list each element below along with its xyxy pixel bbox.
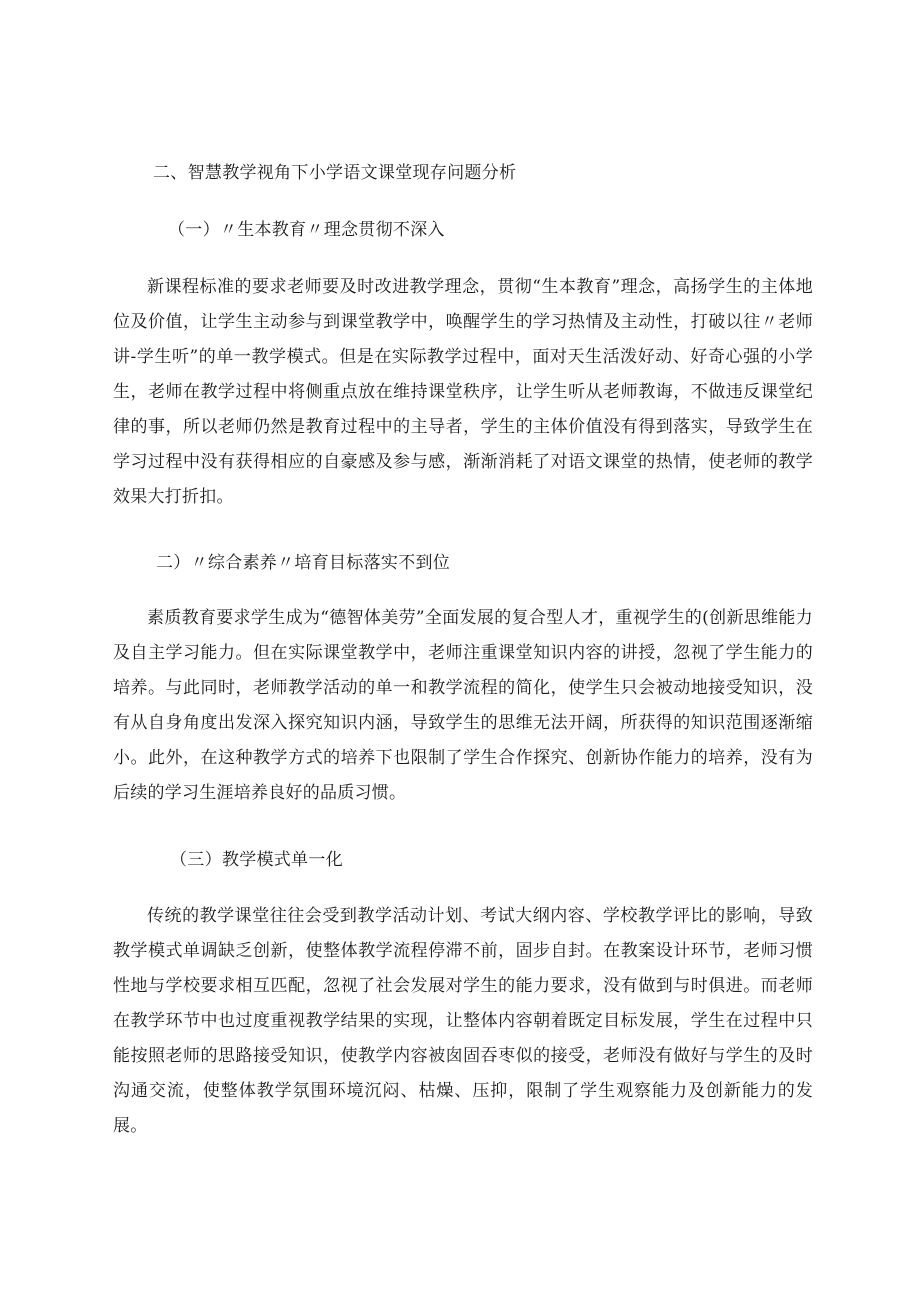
section-title: 二、智慧教学视角下小学语文课堂现存问题分析 (153, 163, 517, 183)
paragraph-2: 素质教育要求学生成为“德智体美劳”全面发展的复合型人才，重视学生的(创新思维能力及自主学习能力。但在实际课堂教学中，老师注重课堂知识内容的讲授，忽视了学生能力的培养。与此同时，老师教学活动的单一和教学流程的简化，使学生只会被动地接受知识，没有从自身角度出发深入探究知识内涵，导致学生的思维无法开阔，所获得的知识范围逐渐缩小。此外，在这种教学方式的培养下也限制了学生合作探究、创新协作能力的培养，没有为后续的学习生涯培养良好的品质习惯。 (113, 608, 813, 803)
subsection-heading-1: （一）〃生本教育〃理念贯彻不深入 (168, 220, 445, 240)
paragraph-3: 传统的教学课堂往往会受到教学活动计划、考试大纲内容、学校教学评比的影响，导致教学模式单调缺乏创新，使整体教学流程停滞不前，固步自封。在教案设计环节，老师习惯性地与学校要求相互匹配，忽视了社会发展对学生的能力要求，没有做到与时俱进。而老师在教学环节中也过度重视教学结果的实现，让整体内容朝着既定目标发展，学生在过程中只能按照老师的思路接受知识，使教学内容被囱固吞枣似的接受，老师没有做好与学生的及时沟通交流，使整体教学氛围环境沉闷、枯燥、压抑，限制了学生观察能力及创新能力的发展。 (113, 906, 813, 1136)
paragraph-1: 新课程标准的要求老师要及时改进教学理念，贯彻“生本教育”理念，高扬学生的主体地位及价值，让学生主动参与到课堂教学中，唤醒学生的学习热情及主动性，打破以往〃老师讲-学生听”的单一教学模式。但是在实际教学过程中，面对天生活泼好动、好奇心强的小学生，老师在教学过程中将侧重点放在维持课堂秩序，让学生听从老师教诲，不做违反课堂纪律的事，所以老师仍然是教育过程中的主导者，学生的主体价值没有得到落实，导致学生在学习过程中没有获得相应的自豪感及参与感，渐渐消耗了对语文课堂的热情，使老师的教学效果大打折扣。 (113, 277, 813, 507)
subsection-heading-3: （三）教学模式单一化 (170, 850, 343, 870)
subsection-heading-2: 二）〃综合素养〃培育目标落实不到位 (156, 553, 451, 573)
